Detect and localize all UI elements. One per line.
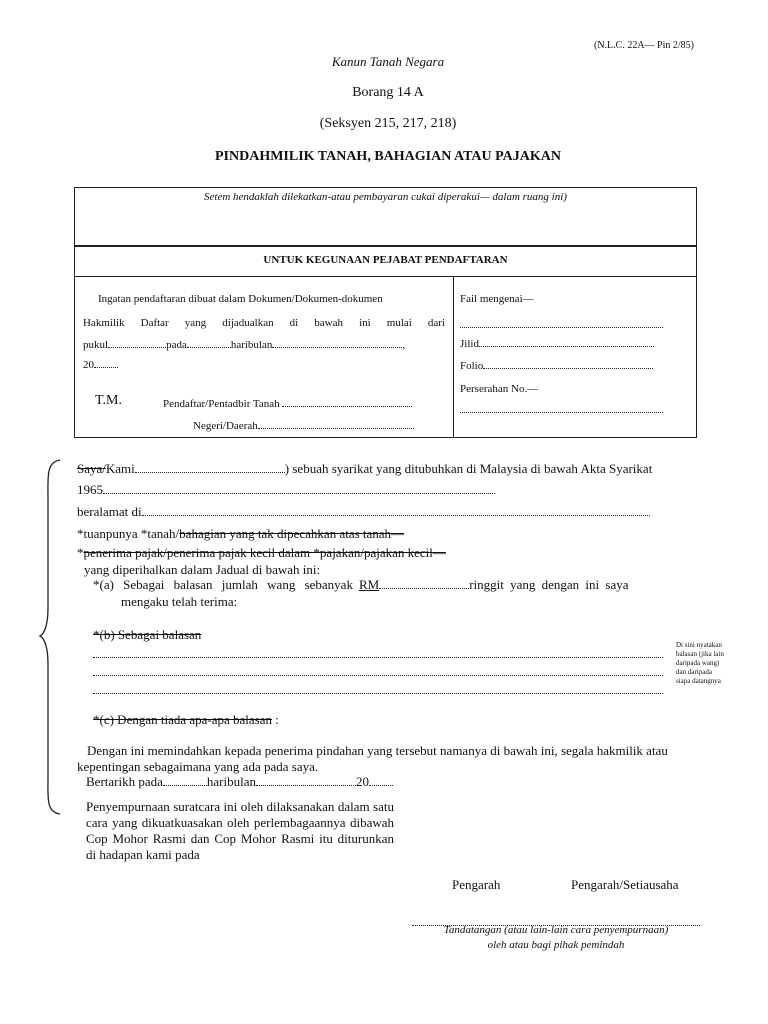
- signature-by: oleh atau bagi pihak pemindah: [487, 939, 625, 951]
- form-number: Borang 14 A: [352, 85, 424, 100]
- fail-dots: [460, 315, 663, 328]
- memo-line-3: pukul pada haribulan ,: [83, 339, 406, 351]
- stamp-note: Setem hendaklah dilekatkan-atau pembayaran cukai diperakui— dalam ruang ini): [204, 191, 567, 203]
- brace-icon: [38, 458, 68, 818]
- memo-line-1: Ingatan pendaftaran dibuat dalam Dokumen/Dokumen-dokumen: [98, 293, 383, 305]
- tm-label: T.M.: [95, 393, 122, 408]
- owner-line: *tuanpunya *tanah/bahagian yang tak dipecahkan atas tanah—: [77, 526, 405, 541]
- option-c: *(c) Dengan tiada apa-apa balasan :: [93, 712, 279, 727]
- perserahan-line: Perserahan No.—: [460, 383, 539, 395]
- registrar-line: Pendaftar/Pentadbir Tanah: [163, 398, 412, 410]
- office-box: [74, 245, 697, 438]
- lessee-line: *penerima pajak/penerima pajak kecil dalam *pajakan/pajakan kecil—: [77, 545, 446, 560]
- folio-line: Folio: [460, 360, 653, 372]
- execution-text: Penyempurnaan suratcara ini oleh dilaksanakan dalam satu cara yang dikuatkuasakan oleh perlembagaannya dibawah Cop Mohor Rasmi dan Cop Mohor Rasmi itu diturunkan di hadapan kami pada: [86, 799, 394, 862]
- sections: (Seksyen 215, 217, 218): [319, 116, 457, 131]
- option-a-line: *(a) Sebagai balasan jumlah wang sebanyak RM ringgit yang dengan ini saya: [93, 577, 629, 592]
- dated-line: Bertarikh pada haribulan 20: [86, 774, 393, 790]
- option-b-dots-3: [93, 681, 663, 694]
- option-a-line-2: mengaku telah terima:: [121, 594, 238, 609]
- memo-line-2: Hakmilik Daftar yang dijadualkan di bawah ini mulai dari: [83, 317, 445, 329]
- act-title: Kanun Tanah Negara: [331, 54, 445, 69]
- option-b-dots-2: [93, 663, 663, 676]
- side-note: Di sini nyatakan balasan (jika lain daripada wang) dan daripada siapa datangnya: [676, 641, 724, 685]
- stamp-box: [74, 187, 697, 247]
- address-line: beralamat di: [77, 504, 650, 520]
- form-code: (N.L.C. 22A— Pin 2/85): [594, 40, 694, 51]
- transfer-text: Dengan ini memindahkan kepada penerima pindahan yang tersebut namanya di bawah ini, segala hakmilik atau kepentingan sebagaimana yang ada pada saya.: [77, 743, 668, 774]
- memo-line-4: 20: [83, 359, 118, 371]
- office-divider: [453, 276, 454, 437]
- described-line: yang diperihalkan dalam Jadual di bawah ini:: [84, 562, 321, 577]
- perserahan-dots: [460, 400, 663, 413]
- page-title: PINDAHMILIK TANAH, BAHAGIAN ATAU PAJAKAN: [215, 149, 561, 164]
- year-1965-line: 1965: [77, 482, 495, 498]
- state-line: Negeri/Daerah: [193, 420, 414, 432]
- office-heading: UNTUK KEGUNAAN PEJABAT PENDAFTARAN: [263, 254, 508, 266]
- director-label: Pengarah: [452, 877, 501, 892]
- option-b: *(b) Sebagai balasan: [93, 627, 202, 642]
- option-b-dots-1: [93, 645, 663, 658]
- fail-line: Fail mengenai—: [460, 293, 534, 305]
- party-line: Saya/Kami ) sebuah syarikat yang ditubuhkan di Malaysia di bawah Akta Syarikat: [77, 461, 653, 476]
- signature-caption: Tandatangan (atau lain-lain cara penyempurnaan): [443, 924, 669, 936]
- director-secretary-label: Pengarah/Setiausaha: [571, 877, 679, 892]
- jilid-line: Jilid: [460, 338, 654, 350]
